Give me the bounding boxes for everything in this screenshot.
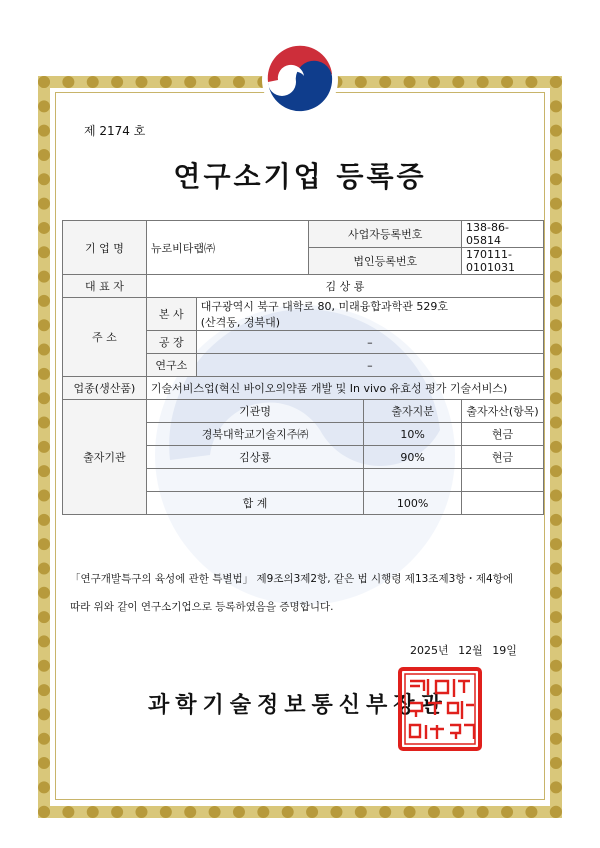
investor-share	[364, 469, 462, 492]
factory-label: 공 장	[146, 331, 196, 354]
company-name-label: 기 업 명	[63, 221, 147, 275]
address-label: 주 소	[63, 298, 147, 377]
investor-name	[146, 469, 363, 492]
investor-asset: 현금	[462, 446, 544, 469]
corp-reg-label: 법인등록번호	[309, 248, 462, 275]
certificate-title: 연구소기업 등록증	[173, 160, 427, 193]
investor-share: 90%	[364, 446, 462, 469]
investment-header-share: 출자지분	[364, 400, 462, 423]
company-name-value: 뉴로비타랩㈜	[146, 221, 309, 275]
investment-header-asset: 출자자산(항목)	[462, 400, 544, 423]
statement-line2: 따라 위와 같이 연구소기업으로 등록하였음을 증명합니다.	[70, 601, 334, 613]
investment-total-asset	[462, 492, 544, 515]
investor-name: 경북대학교기술지주㈜	[146, 423, 363, 446]
hq-address-line1: 대구광역시 북구 대학로 80, 미래융합과학관 529호	[200, 300, 448, 313]
hq-address	[196, 298, 543, 331]
issuer-name: 과학기술정보통신부장관	[148, 693, 448, 718]
government-emblem-icon	[260, 40, 340, 120]
corp-reg-value: 170111-0101031	[462, 248, 544, 275]
lab-value: –	[196, 354, 543, 377]
investment-total-value: 100%	[364, 492, 462, 515]
investor-name: 김상룡	[146, 446, 363, 469]
representative-label: 대 표 자	[63, 275, 147, 298]
hq-address-line2: (산격동, 경북대)	[200, 316, 281, 329]
investor-asset	[462, 469, 544, 492]
business-value: 기술서비스업(혁신 바이오의약품 개발 및 In vivo 유효성 평가 기술서비스)	[146, 377, 543, 400]
investor-share: 10%	[364, 423, 462, 446]
biz-reg-label: 사업자등록번호	[309, 221, 462, 248]
lab-label: 연구소	[146, 354, 196, 377]
investment-header-name: 기관명	[146, 400, 363, 423]
hq-label: 본 사	[146, 298, 196, 331]
representative-value: 김 상 룡	[146, 275, 543, 298]
business-label: 업종(생산품)	[63, 377, 147, 400]
biz-reg-value: 138-86-05814	[462, 221, 544, 248]
issue-date: 2025년 12월 19일	[410, 644, 517, 657]
registration-table	[62, 220, 544, 515]
certificate-number: 제 2174 호	[84, 124, 146, 138]
investor-asset: 현금	[462, 423, 544, 446]
investment-total-label: 합 계	[146, 492, 363, 515]
statement-line1: 「연구개발특구의 육성에 관한 특별법」 제9조의3제2항, 같은 법 시행령 제13조제3항・제4항에	[70, 573, 514, 585]
official-seal-stamp	[398, 667, 482, 751]
investment-label: 출자기관	[63, 400, 147, 515]
factory-value: –	[196, 331, 543, 354]
